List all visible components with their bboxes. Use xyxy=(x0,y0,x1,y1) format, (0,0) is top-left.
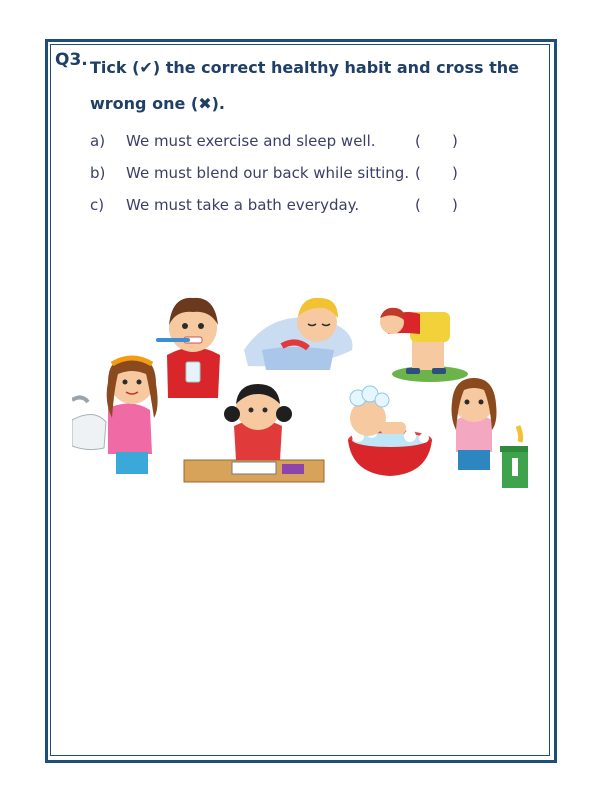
answer-box-close: ) xyxy=(452,164,458,182)
answer-box-open: ( xyxy=(415,164,421,182)
question-number: Q3. xyxy=(55,50,88,70)
kid-sleeping-icon xyxy=(244,298,352,370)
item-text: We must blend our back while sitting. xyxy=(126,164,410,182)
healthy-habits-illustration xyxy=(72,290,528,488)
item-label: c) xyxy=(90,196,105,214)
answer-box-close: ) xyxy=(452,132,458,150)
answer-box-open: ( xyxy=(415,196,421,214)
kid-brushing-teeth-icon xyxy=(156,298,220,398)
kid-bathing-icon xyxy=(348,386,432,476)
question-text: Tick (✔) the correct healthy habit and cross the wrong one (✖). xyxy=(90,58,519,113)
kid-exercising-icon xyxy=(380,308,468,382)
answer-box-open: ( xyxy=(415,132,421,150)
item-label: b) xyxy=(90,164,106,182)
kid-washing-hands-icon xyxy=(72,356,158,474)
answer-box-close: ) xyxy=(452,196,458,214)
kid-studying-icon xyxy=(184,384,324,482)
kid-using-dustbin-icon xyxy=(452,378,529,488)
item-text: We must take a bath everyday. xyxy=(126,196,360,214)
item-label: a) xyxy=(90,132,106,150)
item-text: We must exercise and sleep well. xyxy=(126,132,376,150)
